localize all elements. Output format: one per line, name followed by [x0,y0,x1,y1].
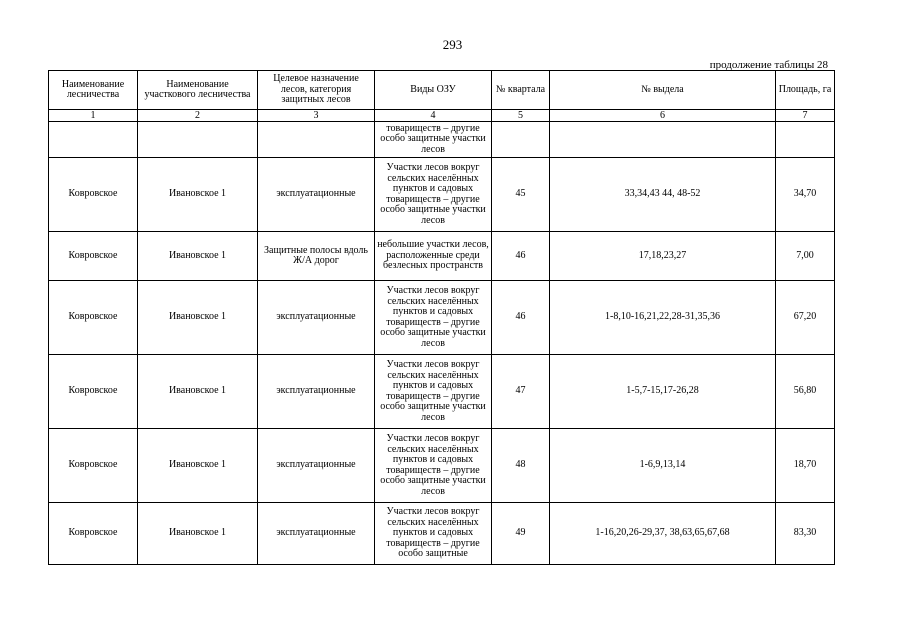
cell-ozu-type: Участки лесов вокруг сельских населённых пунктов и садовых товариществ – другие особо защитные участки лесов [375,281,492,355]
cell-plot-numbers: 33,34,43 44, 48-52 [550,158,776,232]
cell-district-forestry: Ивановское 1 [138,158,258,232]
cell-quarter: 49 [492,503,550,565]
header-plot-number: № выдела [550,71,776,110]
cell-quarter: 48 [492,429,550,503]
cell-area: 18,70 [776,429,835,503]
cell-quarter: 46 [492,232,550,281]
cell-quarter: 45 [492,158,550,232]
cell-ozu-type: товариществ – другие особо защитные участки лесов [375,122,492,158]
cell-district-forestry: Ивановское 1 [138,429,258,503]
cell-purpose: Защитные полосы вдоль Ж/А дорог [258,232,375,281]
table-row [49,281,835,355]
cell-ozu-type: Участки лесов вокруг сельских населённых пунктов и садовых товариществ – другие особо защитные участки лесов [375,429,492,503]
header-district-forestry: Наименование участкового лесничества [138,71,258,110]
cell-plot-numbers: 1-8,10-16,21,22,28-31,35,36 [550,281,776,355]
header-area: Площадь, га [776,71,835,110]
cell-plot-numbers: 1-16,20,26-29,37, 38,63,65,67,68 [550,503,776,565]
cell-quarter: 47 [492,355,550,429]
column-number-row [49,110,835,122]
column-number: 4 [375,110,492,122]
table-row [49,122,835,158]
table-row [49,232,835,281]
cell-purpose [258,122,375,158]
header-purpose: Целевое назначение лесов, категория защитных лесов [258,71,375,110]
cell-forestry: Ковровское [49,281,138,355]
table-row [49,503,835,565]
cell-ozu-type: Участки лесов вокруг сельских населённых пунктов и садовых товариществ – другие особо защитные участки лесов [375,355,492,429]
cell-plot-numbers: 1-6,9,13,14 [550,429,776,503]
cell-forestry [49,122,138,158]
cell-quarter: 46 [492,281,550,355]
column-number: 3 [258,110,375,122]
cell-area: 83,30 [776,503,835,565]
cell-district-forestry [138,122,258,158]
cell-purpose: эксплуатационные [258,503,375,565]
cell-ozu-type: Участки лесов вокруг сельских населённых пунктов и садовых товариществ – другие особо защитные [375,503,492,565]
table-row [49,158,835,232]
cell-purpose: эксплуатационные [258,281,375,355]
cell-quarter [492,122,550,158]
cell-forestry: Ковровское [49,158,138,232]
cell-forestry: Ковровское [49,503,138,565]
header-row [49,71,835,110]
cell-area: 7,00 [776,232,835,281]
forest-plots-table [48,70,835,565]
cell-purpose: эксплуатационные [258,158,375,232]
column-number: 7 [776,110,835,122]
table-continuation-label: продолжение таблицы 28 [709,59,828,71]
cell-area: 56,80 [776,355,835,429]
page-number: 293 [442,37,463,52]
cell-area: 34,70 [776,158,835,232]
table-row [49,429,835,503]
column-number: 1 [49,110,138,122]
cell-purpose: эксплуатационные [258,429,375,503]
cell-forestry: Ковровское [49,429,138,503]
cell-district-forestry: Ивановское 1 [138,281,258,355]
cell-district-forestry: Ивановское 1 [138,355,258,429]
header-ozu-types: Виды ОЗУ [375,71,492,110]
table-row [49,355,835,429]
header-forestry: Наименование лесничества [49,71,138,110]
cell-plot-numbers [550,122,776,158]
cell-plot-numbers: 1-5,7-15,17-26,28 [550,355,776,429]
cell-forestry: Ковровское [49,355,138,429]
header-quarter-number: № квартала [492,71,550,110]
column-number: 2 [138,110,258,122]
cell-purpose: эксплуатационные [258,355,375,429]
column-number: 5 [492,110,550,122]
cell-district-forestry: Ивановское 1 [138,503,258,565]
cell-forestry: Ковровское [49,232,138,281]
cell-ozu-type: небольшие участки лесов, расположенные среди безлесных пространств [375,232,492,281]
cell-area: 67,20 [776,281,835,355]
cell-plot-numbers: 17,18,23,27 [550,232,776,281]
cell-ozu-type: Участки лесов вокруг сельских населённых пунктов и садовых товариществ – другие особо защитные участки лесов [375,158,492,232]
cell-district-forestry: Ивановское 1 [138,232,258,281]
cell-area [776,122,835,158]
column-number: 6 [550,110,776,122]
